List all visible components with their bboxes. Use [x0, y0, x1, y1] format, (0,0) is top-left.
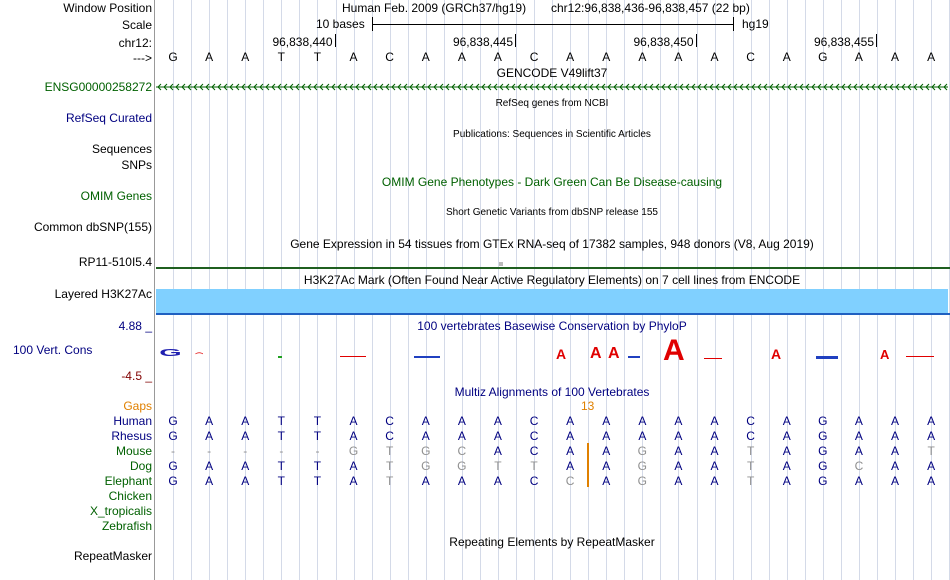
aligned-base: G: [818, 444, 828, 458]
aligned-base: C: [385, 429, 394, 443]
aligned-base: A: [205, 429, 214, 443]
species-label[interactable]: Mouse: [115, 444, 152, 458]
aligned-base: C: [565, 474, 575, 488]
aligned-base: A: [457, 414, 466, 428]
sequence-base: A: [493, 50, 502, 64]
assembly-name: Human Feb. 2009 (GRCh37/hg19): [342, 1, 527, 15]
aligned-base: A: [457, 429, 466, 443]
aligned-base: T: [746, 459, 755, 473]
aligned-base: T: [277, 474, 286, 488]
gtex-marker: [499, 262, 503, 266]
aligned-base: A: [674, 459, 683, 473]
scale-bar: [372, 17, 734, 31]
gtex-title: Gene Expression in 54 tissues from GTEx RNA-seq of 17382 samples, 948 donors (V8, Aug 2019): [290, 237, 814, 251]
aligned-base: -: [207, 444, 212, 458]
ruler-tick-label: 96,838,450: [633, 35, 694, 49]
dbsnp-label[interactable]: Common dbSNP(155): [33, 220, 152, 234]
svg-text:A: A: [880, 347, 890, 362]
aligned-base: G: [168, 429, 178, 443]
svg-text:⁀: ⁀: [196, 353, 203, 362]
sequence-base: A: [566, 50, 575, 64]
aligned-base: T: [746, 444, 755, 458]
phylop-logo[interactable]: [156, 334, 950, 370]
ruler-tick-mark: [335, 34, 336, 47]
svg-text:G: G: [159, 347, 182, 359]
gencode-title: GENCODE V49lift37: [496, 66, 608, 80]
sequence-base: A: [638, 50, 647, 64]
aligned-base: A: [638, 414, 647, 428]
dbsnp-title: Short Genetic Variants from dbSNP release 155: [446, 207, 658, 218]
aligned-base: G: [637, 459, 648, 473]
aligned-base: A: [602, 414, 611, 428]
aligned-base: A: [674, 444, 683, 458]
aligned-base: A: [241, 414, 250, 428]
gap-insertion-marker: [587, 443, 589, 487]
window-position-label: Window Position: [63, 1, 152, 15]
species-label[interactable]: Dog: [129, 459, 152, 473]
aligned-base: G: [168, 474, 178, 488]
aligned-base: A: [602, 474, 611, 488]
aligned-base: A: [854, 444, 863, 458]
aligned-base: A: [566, 414, 575, 428]
aligned-base: A: [927, 429, 936, 443]
h3k27ac-label[interactable]: Layered H3K27Ac: [54, 287, 152, 301]
svg-text:A: A: [590, 345, 602, 362]
refseq-title: RefSeq genes from NCBI: [495, 98, 609, 109]
aligned-base: G: [818, 414, 828, 428]
aligned-base: A: [205, 474, 214, 488]
aligned-base: A: [891, 429, 900, 443]
aligned-base: G: [818, 429, 828, 443]
chrom-label: chr12:: [118, 36, 152, 50]
aligned-base: A: [674, 429, 683, 443]
aligned-base: A: [927, 459, 936, 473]
h3k27ac-signal[interactable]: [156, 289, 948, 313]
sequence-base: C: [746, 50, 755, 64]
aligned-base: A: [602, 429, 611, 443]
aligned-base: A: [602, 444, 611, 458]
species-label[interactable]: Zebrafish: [101, 519, 152, 533]
sequence-base: C: [385, 50, 394, 64]
ruler-tick-label: 96,838,445: [452, 35, 513, 49]
position-coords[interactable]: chr12:96,838,436-96,838,457 (22 bp): [551, 1, 750, 15]
aligned-base: A: [710, 429, 719, 443]
aligned-base: T: [746, 474, 755, 488]
aligned-base: -: [243, 444, 248, 458]
aligned-base: C: [529, 444, 539, 458]
aligned-base: A: [205, 459, 214, 473]
sequence-base: T: [313, 50, 322, 64]
gencode-label[interactable]: ENSG00000258272: [44, 80, 152, 94]
phylop-min: -4.5 _: [121, 369, 152, 383]
aligned-base: A: [710, 414, 719, 428]
omim-title: OMIM Gene Phenotypes - Dark Green Can Be Disease-causing: [381, 175, 723, 189]
scale-db: hg19: [742, 17, 769, 31]
aligned-base: G: [457, 459, 467, 473]
sequence-base: A: [457, 50, 466, 64]
species-label[interactable]: Chicken: [108, 489, 152, 503]
aligned-base: A: [710, 459, 719, 473]
h3k27ac-title: H3K27Ac Mark (Often Found Near Active Regulatory Elements) on 7 cell lines from ENCODE: [303, 273, 801, 287]
aligned-base: T: [385, 444, 394, 458]
aligned-base: -: [279, 444, 284, 458]
aligned-base: A: [782, 459, 791, 473]
aligned-base: A: [854, 414, 863, 428]
refseq-label[interactable]: RefSeq Curated: [65, 111, 152, 125]
sequence-base: T: [277, 50, 286, 64]
aligned-base: A: [457, 474, 466, 488]
aligned-base: A: [241, 429, 250, 443]
aligned-base: T: [313, 459, 322, 473]
sequence-base: A: [927, 50, 936, 64]
species-label[interactable]: X_tropicalis: [89, 504, 152, 518]
ruler-tick-mark: [696, 34, 697, 47]
aligned-base: C: [457, 444, 467, 458]
aligned-base: A: [927, 414, 936, 428]
gaps-label[interactable]: Gaps: [123, 399, 152, 413]
scale-label: Scale: [121, 18, 152, 32]
sequences-label[interactable]: Sequences: [91, 142, 152, 156]
repeatmasker-label[interactable]: RepeatMasker: [73, 549, 152, 563]
aligned-base: G: [818, 459, 828, 473]
species-label[interactable]: Elephant: [104, 474, 152, 488]
aligned-base: A: [241, 474, 250, 488]
sequence-base: A: [854, 50, 863, 64]
sequence-base: A: [602, 50, 611, 64]
aligned-base: C: [529, 474, 539, 488]
ruler-tick-mark: [876, 34, 877, 47]
track-label-divider: [154, 0, 155, 580]
aligned-base: A: [205, 414, 214, 428]
gap-count: 13: [581, 399, 595, 413]
aligned-base: T: [277, 429, 286, 443]
species-label[interactable]: Rhesus: [111, 429, 152, 443]
conservation-logo: [156, 334, 950, 370]
aligned-base: A: [566, 459, 575, 473]
aligned-base: A: [349, 459, 358, 473]
aligned-base: -: [171, 444, 176, 458]
aligned-base: T: [277, 414, 286, 428]
gtex-label[interactable]: RP11-510I5.4: [78, 255, 152, 269]
aligned-base: T: [927, 444, 935, 458]
phylop-title: 100 vertebrates Basewise Conservation by PhyloP: [417, 319, 687, 333]
strand-label: --->: [133, 51, 152, 65]
aligned-base: C: [385, 414, 394, 428]
phylop-max: 4.88 _: [118, 319, 152, 333]
svg-text:A: A: [663, 334, 685, 367]
aligned-base: G: [348, 444, 359, 458]
ruler-tick-label: 96,838,440: [272, 35, 333, 49]
sequence-base: A: [205, 50, 214, 64]
aligned-base: T: [385, 474, 394, 488]
aligned-base: A: [891, 459, 900, 473]
sequence-base: G: [818, 50, 828, 64]
sequence-base: A: [421, 50, 430, 64]
aligned-base: A: [493, 429, 502, 443]
svg-text:A: A: [556, 346, 567, 362]
aligned-base: G: [818, 474, 828, 488]
aligned-base: A: [566, 444, 575, 458]
aligned-base: G: [421, 444, 431, 458]
ruler-tick-label: 96,838,455: [813, 35, 874, 49]
multiz-title: Multiz Alignments of 100 Vertebrates: [454, 385, 650, 399]
gene-strand-arrows: [156, 81, 948, 93]
aligned-base: A: [566, 429, 575, 443]
aligned-base: A: [710, 474, 719, 488]
sequence-base: A: [891, 50, 900, 64]
track-separator: [156, 267, 950, 269]
aligned-base: G: [168, 414, 178, 428]
aligned-base: T: [313, 414, 322, 428]
phylop-label[interactable]: 100 Vert. Cons: [13, 343, 93, 357]
svg-text:A: A: [608, 345, 620, 362]
aligned-base: A: [241, 459, 250, 473]
sequence-base: A: [349, 50, 358, 64]
aligned-base: A: [891, 444, 900, 458]
snps-label[interactable]: SNPs: [121, 158, 152, 172]
sequence-base: A: [710, 50, 719, 64]
aligned-base: T: [385, 459, 394, 473]
aligned-base: A: [602, 459, 611, 473]
gencode-gene-feature[interactable]: [156, 81, 948, 93]
aligned-base: A: [349, 474, 358, 488]
aligned-base: G: [168, 459, 178, 473]
aligned-base: A: [927, 474, 936, 488]
omim-label[interactable]: OMIM Genes: [80, 189, 152, 203]
aligned-base: A: [421, 429, 430, 443]
sequence-base: A: [241, 50, 250, 64]
aligned-base: A: [782, 474, 791, 488]
aligned-base: C: [854, 459, 864, 473]
sequence-base: A: [782, 50, 791, 64]
aligned-base: A: [710, 444, 719, 458]
aligned-base: A: [891, 474, 900, 488]
aligned-base: A: [782, 429, 791, 443]
aligned-base: A: [421, 414, 430, 428]
aligned-base: A: [638, 429, 647, 443]
aligned-base: A: [349, 414, 358, 428]
aligned-base: C: [529, 429, 539, 443]
aligned-base: T: [277, 459, 286, 473]
aligned-base: T: [313, 474, 322, 488]
scale-bases: 10 bases: [316, 17, 365, 31]
aligned-base: G: [637, 474, 648, 488]
aligned-base: A: [854, 429, 863, 443]
aligned-base: A: [674, 474, 683, 488]
aligned-base: A: [891, 414, 900, 428]
aligned-base: C: [529, 414, 539, 428]
sequence-base: G: [168, 50, 178, 64]
species-label[interactable]: Human: [113, 414, 152, 428]
aligned-base: A: [493, 414, 502, 428]
aligned-base: A: [782, 414, 791, 428]
aligned-base: C: [746, 429, 755, 443]
sequence-base: A: [674, 50, 683, 64]
h3k27ac-baseline: [156, 313, 950, 315]
publications-title: Publications: Sequences in Scientific Articles: [453, 129, 651, 140]
aligned-base: C: [746, 414, 755, 428]
aligned-base: A: [349, 429, 358, 443]
aligned-base: T: [494, 459, 502, 473]
aligned-base: A: [854, 474, 863, 488]
repeatmasker-title: Repeating Elements by RepeatMasker: [449, 535, 655, 549]
aligned-base: T: [313, 429, 322, 443]
svg-text:A: A: [771, 346, 782, 362]
aligned-base: A: [782, 444, 791, 458]
aligned-base: A: [421, 474, 430, 488]
aligned-base: T: [530, 459, 538, 473]
aligned-base: A: [493, 444, 502, 458]
aligned-base: A: [493, 474, 502, 488]
ruler-tick-mark: [515, 34, 516, 47]
aligned-base: G: [637, 444, 648, 458]
aligned-base: -: [315, 444, 320, 458]
aligned-base: G: [421, 459, 431, 473]
sequence-base: C: [529, 50, 539, 64]
aligned-base: A: [674, 414, 683, 428]
